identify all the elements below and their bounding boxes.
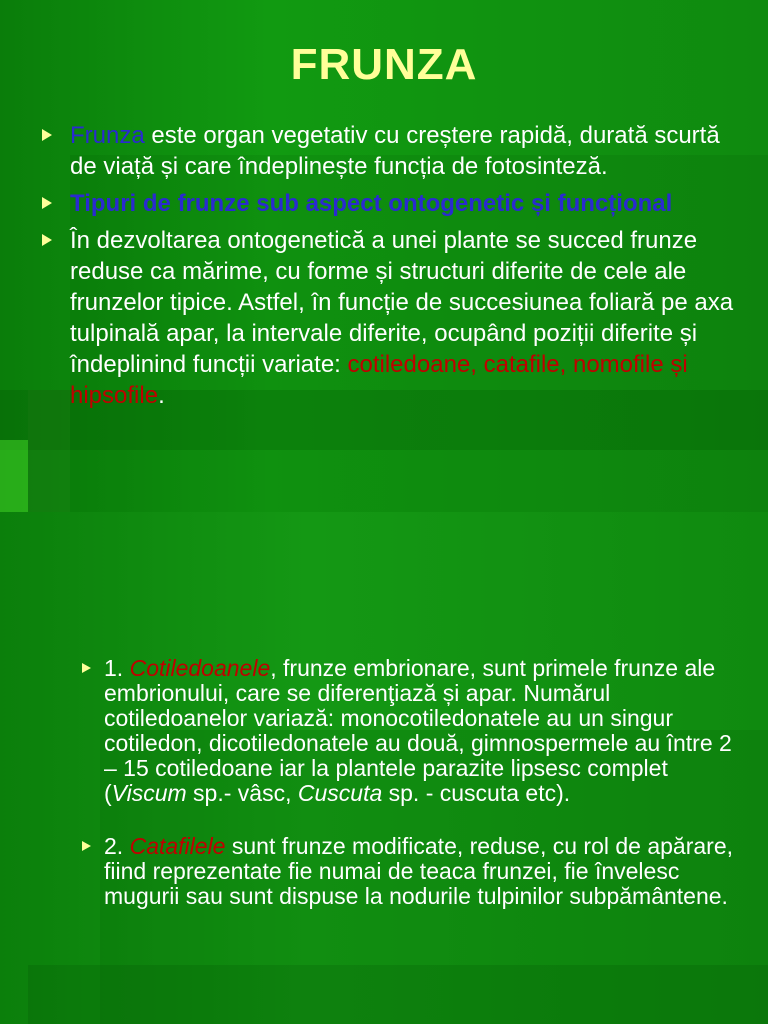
bullet-list — [40, 120, 745, 417]
genus-name: Cuscuta — [297, 780, 383, 806]
item-text: sp.- vâsc, — [186, 780, 298, 806]
item-text: , frunze embrionare, sunt primele frunze ale embrionului, care se diferenţiază și apar. Numărul cotiledoanelor variază: monocotiledonatele au un singur cotiledon, dicotiledonatele au două, gimnospermele au între 2 – 15 cotiledoane iar la plantele parazite lipsesc complet ( — [104, 655, 732, 806]
bullet-text: este organ vegetativ cu creștere rapidă, durată scurtă de viață și care îndeplinește funcția de fotosinteză. — [70, 122, 720, 180]
term-highlight: Catafilele — [129, 833, 226, 859]
triangle-bullet-icon — [42, 197, 52, 209]
triangle-bullet-icon — [82, 841, 91, 851]
item-text: sunt frunze modificate, reduse, cu rol de apărare, fiind reprezentate fie numai de teaca frunzei, fie învelesc mugurii sau sunt dispuse la nodurile tulpinilor subpământene. — [104, 833, 734, 909]
triangle-bullet-icon — [42, 129, 52, 141]
decorative-band — [28, 965, 768, 1024]
term-highlight: Cotiledoanele — [129, 655, 271, 681]
term-highlight: cotiledoane, catafile, nomofile și hipsofile — [70, 351, 688, 409]
item-text: sp. - cuscuta etc). — [382, 780, 571, 806]
triangle-bullet-icon — [82, 663, 91, 673]
item-number: 2. — [104, 833, 130, 859]
list-item — [40, 188, 745, 219]
bullet-end: . — [158, 382, 165, 409]
term-highlight: Frunza — [70, 122, 145, 149]
slide-title: FRUNZA — [290, 40, 478, 89]
list-item — [40, 225, 745, 411]
list-item — [40, 120, 745, 182]
bullet-text: În dezvoltarea ontogenetică a unei plante se succed frunze reduse ca mărime, cu forme și structuri diferite de cele ale frunzelor tipice. Astfel, în funcție de succesiunea foliară pe axa tulpinală apar, la intervale diferite, ocupând poziții diferite și îndeplinind funcții variate: — [70, 227, 734, 378]
decorative-band — [0, 440, 28, 512]
triangle-bullet-icon — [42, 234, 52, 246]
genus-name: Viscum — [111, 780, 187, 806]
list-item — [80, 656, 750, 806]
item-number: 1. — [104, 655, 130, 681]
list-item — [80, 834, 750, 909]
section-heading: Tipuri de frunze sub aspect ontogenetic și funcțional — [70, 190, 673, 217]
bullet-list — [80, 656, 750, 937]
